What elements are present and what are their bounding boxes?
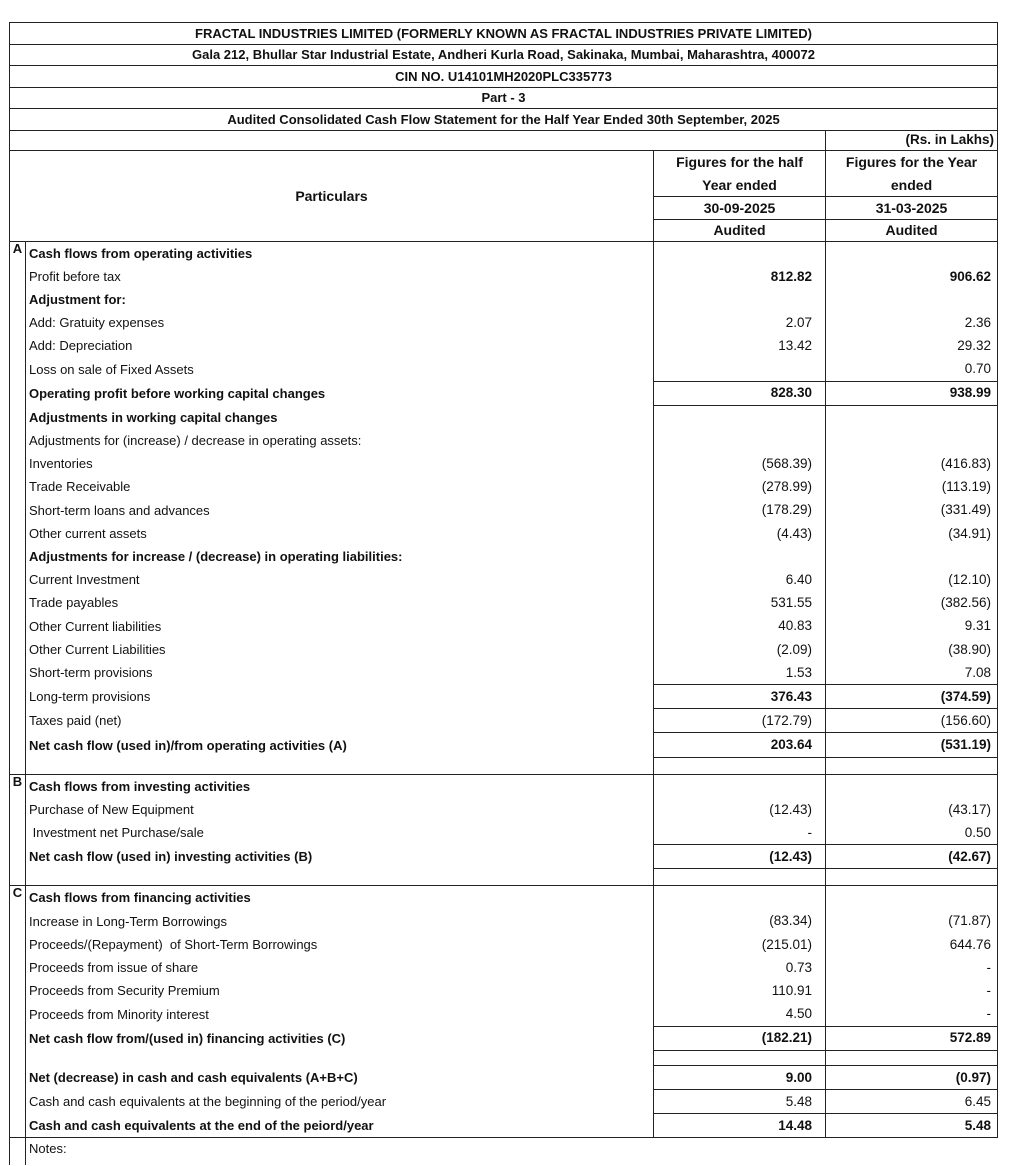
section-a-row-v1 — [654, 405, 826, 429]
cash-flow-statement-table — [9, 22, 998, 1165]
section-a-row-v2: (331.49) — [826, 499, 998, 522]
section-b-row-label: Purchase of New Equipment — [26, 798, 654, 821]
cin-number: CIN NO. U14101MH2020PLC335773 — [10, 66, 998, 88]
section-a-row-label: Short-term loans and advances — [26, 499, 654, 522]
section-a-row-v1 — [654, 429, 826, 452]
section-a-row-label: Adjustments for increase / (decrease) in operating liabilities: — [26, 545, 654, 568]
section-c-row-v1 — [654, 886, 826, 910]
section-a-row-v2: 938.99 — [826, 381, 998, 405]
section-a-row-v1 — [654, 288, 826, 311]
col1-status: Audited — [654, 219, 826, 241]
section-a-row-label: Short-term provisions — [26, 661, 654, 685]
section-a-row-v2: 7.08 — [826, 661, 998, 685]
section-c-row-label: Proceeds from issue of share — [26, 956, 654, 979]
section-c-row-label: Proceeds from Security Premium — [26, 979, 654, 1002]
section-a-row-v2 — [826, 545, 998, 568]
section-b-row-v1: (12.43) — [654, 845, 826, 869]
section-a-row-label: Current Investment — [26, 568, 654, 591]
section-b-row-v2: (43.17) — [826, 798, 998, 821]
section-a-row-v2: 29.32 — [826, 334, 998, 357]
section-a-row-v2: (156.60) — [826, 709, 998, 733]
section-a-row-label: Add: Depreciation — [26, 334, 654, 357]
section-a-row-label: Add: Gratuity expenses — [26, 311, 654, 334]
spacer — [10, 757, 26, 774]
section-a-row-label: Adjustments for (increase) / decrease in operating assets: — [26, 429, 654, 452]
section-a-row-v2: (416.83) — [826, 452, 998, 475]
section-b-letter: B — [10, 774, 26, 869]
section-c-row-label: Proceeds/(Repayment) of Short-Term Borrowings — [26, 933, 654, 956]
section-a-row-v2: (34.91) — [826, 522, 998, 545]
section-c-row-v1: (182.21) — [654, 1026, 826, 1050]
notes-margin — [10, 1138, 26, 1166]
section-a-row-label: Loss on sale of Fixed Assets — [26, 357, 654, 381]
section-a-row-v1: 376.43 — [654, 685, 826, 709]
section-a-row-v1: 812.82 — [654, 265, 826, 288]
section-c-row-v2: 572.89 — [826, 1026, 998, 1050]
spacer — [10, 1050, 26, 1065]
section-c-row-v1: (83.34) — [654, 910, 826, 933]
section-a-row-v1: (2.09) — [654, 638, 826, 661]
section-a-row-v1 — [654, 545, 826, 568]
section-b-row-v2: (42.67) — [826, 845, 998, 869]
section-a-row-v1: 203.64 — [654, 733, 826, 757]
summary-row-v2: (0.97) — [826, 1065, 998, 1089]
section-a-row-label: Trade Receivable — [26, 475, 654, 498]
section-a-row-v2: (12.10) — [826, 568, 998, 591]
section-a-row-v2: 906.62 — [826, 265, 998, 288]
summary-row-v2: 6.45 — [826, 1089, 998, 1113]
spacer — [654, 869, 826, 886]
section-a-letter: A — [10, 241, 26, 757]
section-b-row-label: Cash flows from investing activities — [26, 774, 654, 798]
section-a-row-v1: 13.42 — [654, 334, 826, 357]
section-a-row-v2 — [826, 429, 998, 452]
section-a-row-label: Inventories — [26, 452, 654, 475]
summary-row-label: Cash and cash equivalents at the beginning of the period/year — [26, 1089, 654, 1113]
section-a-row-v2: (531.19) — [826, 733, 998, 757]
section-a-row-v1: 1.53 — [654, 661, 826, 685]
section-c-row-v1: 4.50 — [654, 1002, 826, 1026]
section-c-row-label: Cash flows from financing activities — [26, 886, 654, 910]
spacer — [826, 1050, 998, 1065]
section-b-row-label: Net cash flow (used in) investing activities (B) — [26, 845, 654, 869]
summary-row-label: Cash and cash equivalents at the end of the peiord/year — [26, 1114, 654, 1138]
section-a-row-v1: (172.79) — [654, 709, 826, 733]
section-c-row-v2: - — [826, 956, 998, 979]
units-label: (Rs. in Lakhs) — [826, 130, 998, 150]
section-a-row-v1: 6.40 — [654, 568, 826, 591]
section-c-row-v2: 644.76 — [826, 933, 998, 956]
part-label: Part - 3 — [10, 87, 998, 109]
section-a-row-v2: (374.59) — [826, 685, 998, 709]
particulars-header: Particulars — [10, 150, 654, 241]
col2-status: Audited — [826, 219, 998, 241]
summary-row-v1: 9.00 — [654, 1065, 826, 1089]
col1-heading-line1: Figures for the half — [654, 150, 826, 174]
units-spacer — [10, 130, 826, 150]
summary-row-v1: 14.48 — [654, 1114, 826, 1138]
section-c-row-v2: (71.87) — [826, 910, 998, 933]
section-a-row-v1: 40.83 — [654, 615, 826, 638]
section-a-row-v2 — [826, 288, 998, 311]
section-a-row-v1: 2.07 — [654, 311, 826, 334]
section-a-row-v1: (4.43) — [654, 522, 826, 545]
section-a-row-v2: 9.31 — [826, 615, 998, 638]
spacer — [26, 757, 654, 774]
section-c-row-v2 — [826, 886, 998, 910]
spacer — [654, 757, 826, 774]
col1-date: 30-09-2025 — [654, 196, 826, 219]
section-b-row-v1 — [654, 774, 826, 798]
section-a-row-label: Cash flows from operating activities — [26, 241, 654, 265]
spacer — [10, 869, 26, 886]
section-a-row-v1 — [654, 241, 826, 265]
section-c-row-v2: - — [826, 979, 998, 1002]
section-a-row-v2: (113.19) — [826, 475, 998, 498]
notes-label: Notes: — [26, 1138, 998, 1166]
section-a-row-label: Other current assets — [26, 522, 654, 545]
section-c-letter: C — [10, 886, 26, 1050]
section-a-row-label: Other Current Liabilities — [26, 638, 654, 661]
section-c-row-label: Increase in Long-Term Borrowings — [26, 910, 654, 933]
col2-heading-line1: Figures for the Year — [826, 150, 998, 174]
company-address: Gala 212, Bhullar Star Industrial Estate, Andheri Kurla Road, Sakinaka, Mumbai, Maharashtra, 400072 — [10, 44, 998, 66]
col2-date: 31-03-2025 — [826, 196, 998, 219]
section-c-row-label: Net cash flow from/(used in) financing activities (C) — [26, 1026, 654, 1050]
spacer — [26, 1050, 654, 1065]
section-c-row-v1: 110.91 — [654, 979, 826, 1002]
spacer — [654, 1050, 826, 1065]
section-a-row-v1: 531.55 — [654, 591, 826, 614]
section-c-row-v1: (215.01) — [654, 933, 826, 956]
section-a-row-v2 — [826, 241, 998, 265]
col1-heading-line2: Year ended — [654, 174, 826, 196]
spacer — [826, 757, 998, 774]
section-a-row-v2: 0.70 — [826, 357, 998, 381]
section-a-row-label: Operating profit before working capital changes — [26, 381, 654, 405]
section-a-row-label: Other Current liabilities — [26, 615, 654, 638]
section-a-row-label: Profit before tax — [26, 265, 654, 288]
section-c-row-label: Proceeds from Minority interest — [26, 1002, 654, 1026]
section-a-row-label: Taxes paid (net) — [26, 709, 654, 733]
section-a-row-v1 — [654, 357, 826, 381]
section-b-row-v1: - — [654, 821, 826, 845]
section-a-row-v2: (38.90) — [826, 638, 998, 661]
summary-row-label: Net (decrease) in cash and cash equivalents (A+B+C) — [26, 1065, 654, 1089]
section-c-row-v2: - — [826, 1002, 998, 1026]
section-b-row-v2: 0.50 — [826, 821, 998, 845]
summary-row-v2: 5.48 — [826, 1114, 998, 1138]
section-a-row-v2: 2.36 — [826, 311, 998, 334]
section-a-row-v1: (278.99) — [654, 475, 826, 498]
section-c-row-v1: 0.73 — [654, 956, 826, 979]
section-a-row-label: Net cash flow (used in)/from operating activities (A) — [26, 733, 654, 757]
summary-row-v1: 5.48 — [654, 1089, 826, 1113]
section-a-row-v2 — [826, 405, 998, 429]
section-b-row-v1: (12.43) — [654, 798, 826, 821]
col2-heading-line2: ended — [826, 174, 998, 196]
section-a-row-label: Adjustment for: — [26, 288, 654, 311]
section-a-row-v2: (382.56) — [826, 591, 998, 614]
section-b-row-label: Investment net Purchase/sale — [26, 821, 654, 845]
company-name: FRACTAL INDUSTRIES LIMITED (FORMERLY KNOWN AS FRACTAL INDUSTRIES PRIVATE LIMITED) — [10, 23, 998, 45]
section-a-row-v1: (178.29) — [654, 499, 826, 522]
spacer — [826, 869, 998, 886]
statement-title: Audited Consolidated Cash Flow Statement for the Half Year Ended 30th September, 2025 — [10, 109, 998, 131]
summary-margin — [10, 1065, 26, 1138]
spacer — [26, 869, 654, 886]
section-a-row-v1: 828.30 — [654, 381, 826, 405]
section-b-row-v2 — [826, 774, 998, 798]
section-a-row-v1: (568.39) — [654, 452, 826, 475]
section-a-row-label: Long-term provisions — [26, 685, 654, 709]
section-a-row-label: Adjustments in working capital changes — [26, 405, 654, 429]
section-a-row-label: Trade payables — [26, 591, 654, 614]
